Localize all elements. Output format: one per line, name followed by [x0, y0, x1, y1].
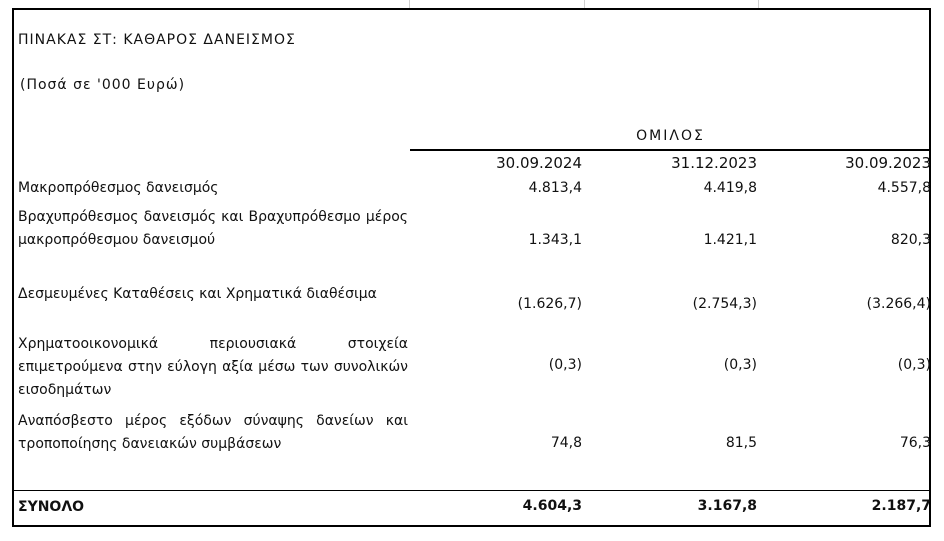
- column-header: 30.09.2024: [496, 154, 582, 172]
- total-label: ΣΥΝΟΛΟ: [18, 499, 85, 515]
- cell-value: (0,3): [548, 357, 582, 373]
- cell-value: (2.754,3): [692, 296, 757, 312]
- total-value: 2.187,7: [871, 498, 931, 514]
- cell-value: 1.421,1: [703, 232, 757, 248]
- cell-value: (0,3): [897, 357, 931, 373]
- group-header: ΟΜΙΛΟΣ: [636, 128, 705, 144]
- total-value: 4.604,3: [522, 498, 582, 514]
- total-divider: [12, 490, 931, 491]
- cell-value: (1.626,7): [517, 296, 582, 312]
- cell-value: 4.419,8: [703, 180, 757, 196]
- cell-value: 1.343,1: [528, 232, 582, 248]
- total-value: 3.167,8: [697, 498, 757, 514]
- row-label: Χρηματοοικονομικά περιουσιακά στοιχεία επιμετρούμενα στην εύλογη αξία μέσω των συνολικών εισοδημάτων: [18, 336, 408, 398]
- row-label: Δεσμευμένες Καταθέσεις και Χρηματικά διαθέσιμα: [18, 286, 377, 302]
- cell-value: 76,3: [899, 435, 931, 451]
- sheet-grid-top: [12, 0, 931, 8]
- group-header-underline: [410, 149, 931, 151]
- row-label: Μακροπρόθεσμος δανεισμός: [18, 180, 219, 196]
- cell-value: 4.557,8: [877, 180, 931, 196]
- column-header: 31.12.2023: [671, 154, 757, 172]
- row-label: Αναπόσβεστο μέρος εξόδων σύναψης δανείων και τροποποίησης δανειακών συμβάσεων: [18, 413, 408, 452]
- cell-value: 4.813,4: [528, 180, 582, 196]
- table-title: ΠΙΝΑΚΑΣ ΣΤ: ΚΑΘΑΡΟΣ ΔΑΝΕΙΣΜΟΣ: [18, 32, 296, 48]
- cell-value: 820,3: [890, 232, 931, 248]
- cell-value: (3.266,4): [866, 296, 931, 312]
- table-subtitle: (Ποσά σε '000 Ευρώ): [20, 77, 186, 93]
- row-label: Βραχυπρόθεσμος δανεισμός και Βραχυπρόθεσμο μέρος μακροπρόθεσμου δανεισμού: [18, 209, 408, 248]
- column-header: 30.09.2023: [845, 154, 931, 172]
- cell-value: 81,5: [725, 435, 757, 451]
- cell-value: (0,3): [723, 357, 757, 373]
- cell-value: 74,8: [550, 435, 582, 451]
